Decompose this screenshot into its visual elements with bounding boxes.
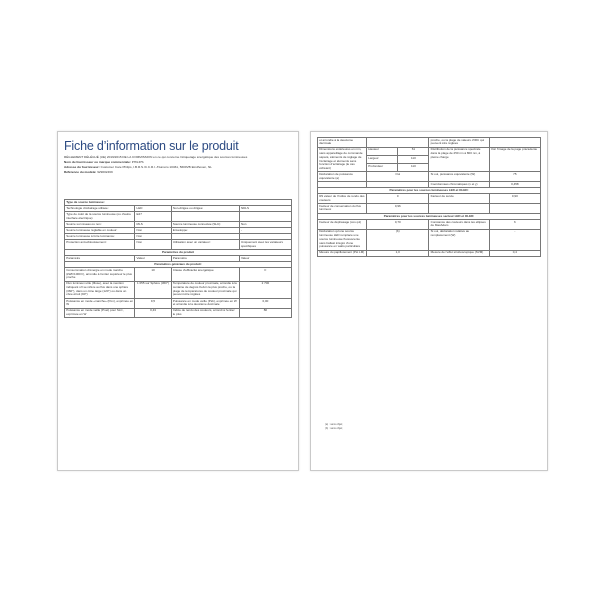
- label-cell: Mesure de l’effet stroboscopique (SVM): [429, 250, 489, 256]
- dimension-name: Largeur: [367, 155, 398, 163]
- footnote-a: (a) : sans objet;: [325, 423, 343, 426]
- value-cell: 0,70: [367, 219, 429, 229]
- value-cell: Non: [135, 240, 171, 250]
- value-cell: MLS: [135, 221, 171, 227]
- page-title: Fiche d’information sur le produit: [64, 139, 239, 153]
- equivalence-row: [318, 172, 541, 182]
- value-cell: LED: [135, 206, 171, 212]
- parameter-row: [65, 298, 292, 308]
- model-line: [64, 171, 290, 175]
- value-cell: -: [489, 229, 540, 250]
- section-heading: Paramètres pour les sources lumineuses secteur LED et OLED:: [318, 213, 541, 219]
- label-cell: Constance des couleurs dans les ellipses de MacAdam: [429, 219, 489, 229]
- supplier-info: [64, 156, 290, 176]
- supplier-address-label: Adresse du fournisseur:: [64, 165, 100, 170]
- value-cell: Oui: [367, 172, 429, 182]
- light-source-type-row: [65, 212, 292, 222]
- product-parameters-table-continued: [317, 137, 541, 257]
- value-cell: 0,96: [367, 204, 429, 214]
- dimension-value: 110: [398, 155, 429, 163]
- label-cell: [171, 212, 239, 222]
- supplier-address: Customer Care Philips, I.B.R.S./C.C.R.I. /Numéro 10461, 5600VB Eindhoven, NL: [100, 165, 212, 170]
- continued-row: [318, 138, 541, 148]
- column-header: Paramètre: [65, 256, 135, 262]
- value-cell: 2 700: [239, 281, 291, 298]
- value-cell: Non: [135, 228, 171, 234]
- value-cell: Uniquement avec les variateurs spécifiques: [239, 240, 291, 250]
- light-source-type-row: [65, 240, 292, 250]
- model-label: Référence du modèle:: [64, 170, 97, 175]
- mains-parameter-row: [318, 219, 541, 229]
- value-cell: 0: [367, 194, 429, 204]
- parameter-row: [65, 281, 292, 298]
- label-cell: Type de culot de la source lumineuse (ou d’autre interface électrique): [65, 212, 135, 222]
- label-cell: Enveloppe:: [171, 228, 239, 234]
- label-cell: R9 valeur de l’indice de rendu des couleurs: [319, 194, 365, 202]
- label-cell: [429, 204, 489, 214]
- column-header: Valeur: [135, 256, 171, 262]
- label-cell: Déclaration qu’une source lumineuse LED remplace une source lumineuse fluorescente sans ballast intégré d’une puissance en watts particulière: [318, 229, 367, 250]
- model-reference: 929002469: [97, 170, 113, 175]
- mains-parameter-row: [318, 250, 541, 256]
- label-cell: proche, ou la plage de valeurs d’IRC qui peuvent être réglées: [429, 138, 489, 148]
- label-cell: Non-dirigée ou dirigée:: [171, 206, 239, 212]
- dimension-name: Hauteur: [367, 147, 398, 155]
- dimension-name: Profondeur: [367, 164, 398, 172]
- section-heading: Paramètres généraux du produit:: [65, 262, 292, 268]
- value-cell: 0,4: [489, 250, 540, 256]
- column-header: Valeur: [239, 256, 291, 262]
- label-cell: et arrondie à la deuxième décimale: [318, 138, 367, 148]
- value-cell: Non: [239, 221, 291, 227]
- value-cell: 0,90: [489, 194, 540, 204]
- parameter-row: [65, 268, 292, 281]
- label-cell: Consommation d’énergie en mode marche (kWh/1000 h), arrondie à l’entier supérieur le plus proche: [65, 268, 135, 281]
- label-cell: Indice de rendu des couleurs, arrondi à l’entier le plus: [171, 308, 239, 318]
- section-heading: Type de source lumineuse:: [65, 200, 292, 206]
- label-cell: Source sur réseau ou non:: [65, 221, 135, 227]
- dimension-value: 61: [398, 147, 429, 155]
- product-parameters-table: [64, 199, 292, 318]
- value-cell: Non: [135, 234, 171, 240]
- dimensions-label: Dimensions extérieures en mm, sans appareillage de commande séparé, éléments de réglage de l’éclairage et éléments sans fonction d’éclairage (le cas échéant): [318, 147, 367, 172]
- label-cell: Classe d’efficacité énergétique: [171, 268, 239, 281]
- product-sheet-page-2: [310, 131, 548, 471]
- label-cell: Facteur de déphasage (cos φ1): [318, 219, 367, 229]
- label-cell: Facteur de survie: [429, 194, 489, 204]
- supplier-name-label: Nom du fournisseur ou marque commerciale:: [64, 160, 131, 165]
- label-cell: Si oui, puissance équivalente (W): [429, 172, 489, 182]
- label-cell: Puissance en mode veille (Psb), exprimée en W et arrondie à la deuxième décimale: [171, 298, 239, 308]
- mains-parameter-row: [318, 229, 541, 250]
- spectral-distribution-label: Distribution de la puissance spectrale dans la plage de 250 nm à 800 nm, à pleine charge: [429, 147, 489, 172]
- value-cell: 75: [489, 172, 540, 182]
- section-heading: Paramètres du produit: [65, 249, 292, 255]
- value-cell: [489, 138, 540, 148]
- value-cell: 1,0: [367, 250, 429, 256]
- value-cell: 6: [489, 219, 540, 229]
- label-cell: Source lumineuse à forte luminance:: [65, 234, 135, 240]
- value-cell: [489, 204, 540, 214]
- value-cell: 0,458: [489, 182, 540, 188]
- parameter-row: [65, 308, 292, 318]
- value-cell: (b): [367, 229, 429, 250]
- value-cell: 9,5: [135, 298, 171, 308]
- led-parameter-row: [318, 194, 541, 204]
- dimension-value: 110: [398, 164, 429, 172]
- value-cell: [239, 212, 291, 222]
- spectral-distribution-value: Voir l’image de la page précédente: [489, 147, 540, 172]
- label-cell: Utilisation avec un variateur:: [171, 240, 239, 250]
- value-cell: 0,43: [135, 308, 171, 318]
- section-heading: Paramètres pour les sources lumineuses LED et OLED:: [318, 188, 541, 194]
- value-cell: 10: [135, 268, 171, 281]
- label-cell: Facteur de conservation du flux lumineux: [318, 204, 367, 214]
- value-cell: -: [239, 228, 291, 234]
- dimension-row: [318, 147, 541, 155]
- footnotes: [325, 423, 343, 431]
- value-cell: E27: [135, 212, 171, 222]
- label-cell: Source lumineuse connectée (SLC):: [171, 221, 239, 227]
- label-cell: Déclaration de puissance équivalente (a): [318, 172, 367, 182]
- value-cell: [367, 138, 429, 148]
- value-cell: 80: [239, 308, 291, 318]
- value-cell: NDLS: [239, 206, 291, 212]
- supplier-name: PHILIPS: [131, 160, 144, 165]
- product-sheet-page-1: [57, 131, 299, 471]
- led-parameter-row: [318, 204, 541, 214]
- label-cell: Puissance en mode veille (Pnet) pour SLC, exprimée en W: [65, 308, 135, 318]
- regulation-text: RÈGLEMENT DÉLÉGUÉ (UE) 2019/2015 DE LA COMMISSION en ce qui concerne l’étiquetage énergétique des sources lumineuses: [64, 155, 248, 159]
- label-cell: Coordonnées chromatiques (x et y): [429, 182, 489, 188]
- label-cell: Mesure du papillotement (Pst LM): [318, 250, 367, 256]
- label-cell: Technologie d’éclairage utilisée:: [65, 206, 135, 212]
- label-cell: Protection anti-éblouissement:: [65, 240, 135, 250]
- value-cell: F: [239, 268, 291, 281]
- label-cell: Si oui, déclaration relative au remplacement (W): [429, 229, 489, 250]
- footnote-b: (b) : sans objet;: [325, 427, 343, 430]
- column-header: Paramètre: [171, 256, 239, 262]
- value-cell: 0,00: [239, 298, 291, 308]
- value-cell: 1 055 sur Sphère (360°): [135, 281, 171, 298]
- label-cell: Puissance en mode «marche» (Pon), exprimée en W: [66, 298, 134, 307]
- label-cell: Température de couleur proximale, arrondie à la centaine de degrés Kelvin la plus proche, ou la plage de températures de couleur proximale qui peuvent être réglées: [171, 281, 239, 298]
- label-cell: Source lumineuse réglable en couleur:: [65, 228, 135, 234]
- label-cell: Flux lumineux utile (Φuse), avec la mention indiquant s’il se réfère au flux dans une sphère (360°), dans un cône large (120°) ou dans un cône étroit (90°): [65, 281, 135, 298]
